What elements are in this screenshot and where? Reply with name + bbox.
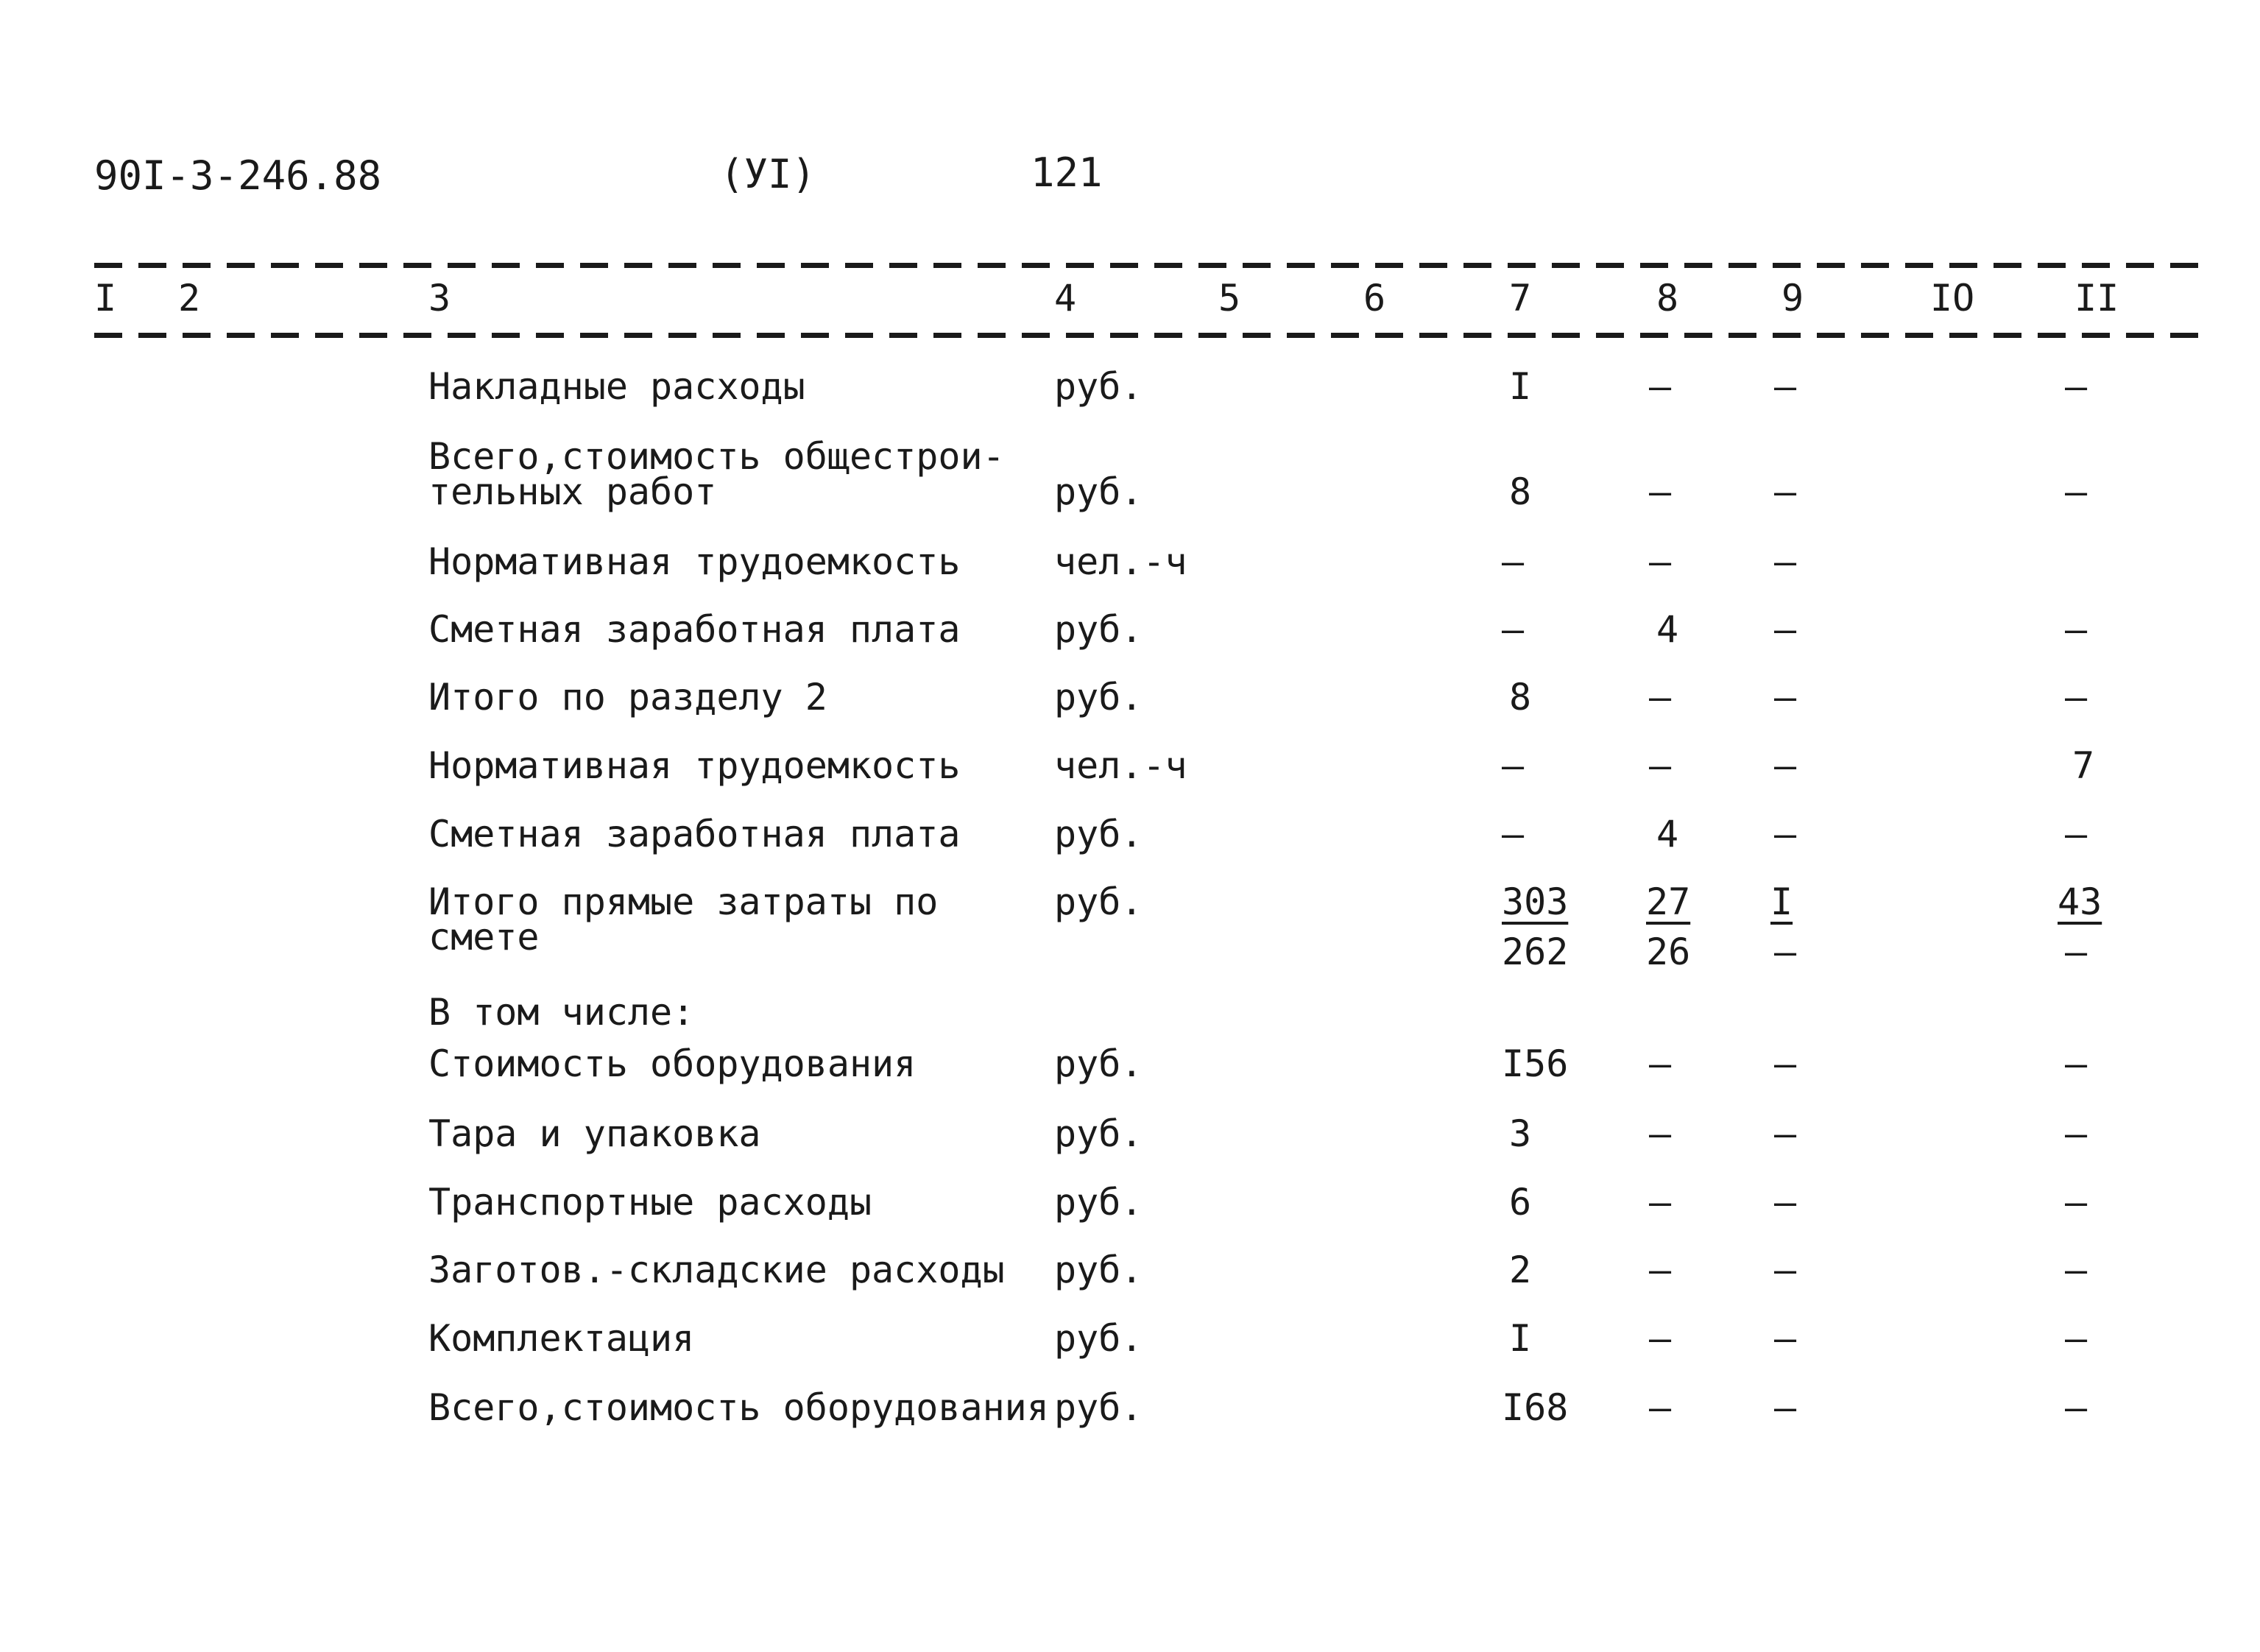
cell-col11: – <box>2065 1386 2088 1429</box>
cell-col9: – <box>1774 365 1797 408</box>
cell-col7-denominator: 262 <box>1502 931 1569 973</box>
cell-col9: – <box>1774 676 1797 719</box>
cell-col7: 6 <box>1509 1181 1532 1224</box>
column-header: 6 <box>1363 277 1386 320</box>
cell-col9: – <box>1774 1317 1797 1360</box>
cell-col7: – <box>1502 813 1525 855</box>
row-unit: руб. <box>1054 813 1143 855</box>
cell-col9-denominator: – <box>1774 931 1797 973</box>
row-name-line1: Итого прямые затраты по <box>428 880 939 923</box>
row-name: В том числе: <box>428 991 695 1034</box>
row-unit: руб. <box>1054 365 1143 408</box>
row-name: Нормативная трудоемкость <box>428 744 961 787</box>
row-unit: чел.-ч <box>1054 540 1187 583</box>
cell-col11: – <box>2065 1317 2088 1360</box>
row-name: Сметная заработная плата <box>428 813 961 855</box>
column-header: 4 <box>1054 277 1077 320</box>
cell-col8: – <box>1649 470 1672 513</box>
row-name: Комплектация <box>428 1317 695 1360</box>
cell-col9: – <box>1774 470 1797 513</box>
section-label: (УI) <box>720 151 816 197</box>
cell-col9: – <box>1774 1181 1797 1224</box>
column-header: 3 <box>428 277 451 320</box>
cell-col11: – <box>2065 1181 2088 1224</box>
column-header: IO <box>1930 277 1975 320</box>
column-header: 8 <box>1656 277 1679 320</box>
cell-col7: I68 <box>1502 1386 1569 1429</box>
row-name: Сметная заработная плата <box>428 608 961 651</box>
cell-col11: – <box>2065 1042 2088 1085</box>
cell-col7: 3 <box>1509 1112 1532 1155</box>
column-header: 7 <box>1509 277 1532 320</box>
cell-col11: – <box>2065 1249 2088 1291</box>
row-unit: руб. <box>1054 470 1143 513</box>
row-unit: руб. <box>1054 1042 1143 1085</box>
cell-col8: 4 <box>1656 608 1679 651</box>
column-header: II <box>2074 277 2119 320</box>
cell-col7: I <box>1509 365 1532 408</box>
cell-col7-numerator: 303 <box>1502 880 1569 923</box>
row-unit: руб. <box>1054 1249 1143 1291</box>
cell-col8: – <box>1649 1042 1672 1085</box>
cell-col9: – <box>1774 608 1797 651</box>
cell-col7: 8 <box>1509 470 1532 513</box>
row-name: Тара и упаковка <box>428 1112 761 1155</box>
doc-code: 90I-3-246.88 <box>94 152 382 199</box>
row-name: Итого по разделу 2 <box>428 676 827 719</box>
cell-col7: – <box>1502 608 1525 651</box>
row-name: Стоимость оборудования <box>428 1042 917 1085</box>
cell-col11-denominator: – <box>2065 931 2088 973</box>
page-number: 121 <box>1031 149 1103 196</box>
cell-col11: – <box>2065 1112 2088 1155</box>
cell-col7: I <box>1509 1317 1532 1360</box>
cell-col9: – <box>1774 540 1797 583</box>
cell-col11: – <box>2065 813 2088 855</box>
row-unit: руб. <box>1054 608 1143 651</box>
cell-col8: – <box>1649 1181 1672 1224</box>
row-unit: руб. <box>1054 1181 1143 1224</box>
cell-col7: – <box>1502 540 1525 583</box>
table-top-rule <box>94 263 2207 268</box>
cell-col9: – <box>1774 1042 1797 1085</box>
row-name: Всего,стоимость оборудования <box>428 1386 1049 1429</box>
row-unit: чел.-ч <box>1054 744 1187 787</box>
cell-col8: – <box>1649 1386 1672 1429</box>
cell-col8: – <box>1649 365 1672 408</box>
cell-col9: – <box>1774 1112 1797 1155</box>
cell-col8: – <box>1649 1249 1672 1291</box>
cell-col7: I56 <box>1502 1042 1569 1085</box>
row-name-line2: смете <box>428 916 540 959</box>
cell-col9: – <box>1774 813 1797 855</box>
cell-col8: – <box>1649 1112 1672 1155</box>
column-header: 9 <box>1781 277 1804 320</box>
cell-col7: 8 <box>1509 676 1532 719</box>
cell-col9-numerator: I <box>1770 880 1793 923</box>
row-unit: руб. <box>1054 676 1143 719</box>
cell-col11: – <box>2065 470 2088 513</box>
row-unit: руб. <box>1054 1317 1143 1360</box>
cell-col11: – <box>2065 676 2088 719</box>
cell-col7: 2 <box>1509 1249 1532 1291</box>
row-unit: руб. <box>1054 1112 1143 1155</box>
cell-col8: – <box>1649 540 1672 583</box>
cell-col11: – <box>2065 608 2088 651</box>
cell-col8: – <box>1649 744 1672 787</box>
cell-col8: – <box>1649 676 1672 719</box>
row-unit: руб. <box>1054 880 1143 923</box>
row-name: Транспортные расходы <box>428 1181 872 1224</box>
cell-col11-numerator: 43 <box>2058 880 2102 923</box>
row-name-line2: тельных работ <box>428 470 717 513</box>
cell-col8-numerator: 27 <box>1646 880 1691 923</box>
cell-col11: 7 <box>2072 744 2095 787</box>
cell-col11: – <box>2065 365 2088 408</box>
row-unit: руб. <box>1054 1386 1143 1429</box>
column-header: 2 <box>178 277 201 320</box>
cell-col9: – <box>1774 744 1797 787</box>
column-header: 5 <box>1218 277 1241 320</box>
table-header-rule <box>94 333 2207 338</box>
row-name: Нормативная трудоемкость <box>428 540 961 583</box>
row-name: Заготов.-складские расходы <box>428 1249 1005 1291</box>
cell-col8: – <box>1649 1317 1672 1360</box>
cell-col7: – <box>1502 744 1525 787</box>
cell-col8: 4 <box>1656 813 1679 855</box>
cell-col9: – <box>1774 1386 1797 1429</box>
cell-col8-denominator: 26 <box>1646 931 1691 973</box>
cell-col9: – <box>1774 1249 1797 1291</box>
row-name: Накладные расходы <box>428 365 805 408</box>
row-name-line1: Всего,стоимость общестрои- <box>428 435 1005 478</box>
column-header: I <box>94 277 117 320</box>
